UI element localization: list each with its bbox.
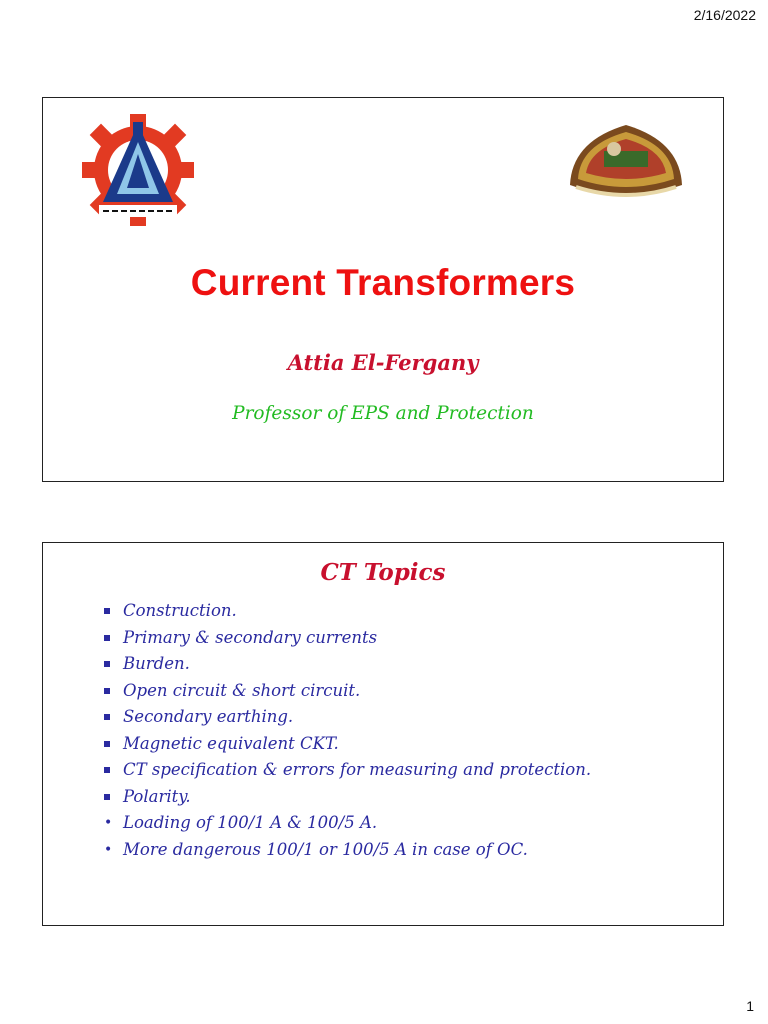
list-item (101, 598, 591, 625)
list-item (101, 731, 591, 758)
list-item (101, 784, 591, 811)
title-slide (42, 97, 724, 482)
dot-bullet-icon: • (104, 841, 113, 858)
dot-bullet-icon: • (104, 815, 113, 831)
list-item (101, 651, 591, 678)
topics-slide (42, 542, 724, 926)
topics-heading: CT Topics (320, 559, 446, 586)
list-item-text: Secondary earthing. (123, 707, 294, 726)
list-item (101, 704, 591, 731)
list-item-text: Primary & secondary currents (123, 627, 378, 647)
university-logo-icon (564, 121, 688, 205)
author-name: Attia El-Fergany (287, 350, 479, 375)
list-item (101, 678, 591, 705)
list-item (101, 810, 591, 837)
print-date: 2/16/2022 (693, 7, 756, 23)
list-item-text: Open circuit & short circuit. (123, 680, 361, 700)
page-number: 1 (746, 998, 754, 1014)
list-item-text: Construction. (123, 601, 237, 620)
list-item-text: Polarity. (123, 786, 191, 806)
square-bullet-icon (104, 767, 110, 773)
square-bullet-icon (104, 741, 110, 747)
list-item (101, 757, 591, 784)
list-item-text: Burden. (123, 654, 190, 673)
list-item-text: Loading of 100/1 A & 100/5 A. (123, 813, 378, 832)
slide-title: Current Transformers (190, 262, 576, 303)
author-role: Professor of EPS and Protection (232, 403, 534, 424)
list-item (101, 837, 591, 864)
square-bullet-icon (104, 661, 110, 667)
square-bullet-icon (104, 794, 110, 800)
faculty-logo-icon (59, 110, 217, 230)
topics-list (101, 598, 591, 863)
list-item-text: Magnetic equivalent CKT. (123, 733, 339, 753)
list-item-text: CT specification & errors for measuring and protection. (123, 760, 592, 779)
list-item-text: More dangerous 100/1 or 100/5 A in case of OC. (123, 839, 528, 859)
square-bullet-icon (104, 714, 110, 720)
square-bullet-icon (104, 608, 110, 614)
square-bullet-icon (104, 688, 110, 694)
square-bullet-icon (104, 635, 110, 641)
list-item (101, 625, 591, 652)
